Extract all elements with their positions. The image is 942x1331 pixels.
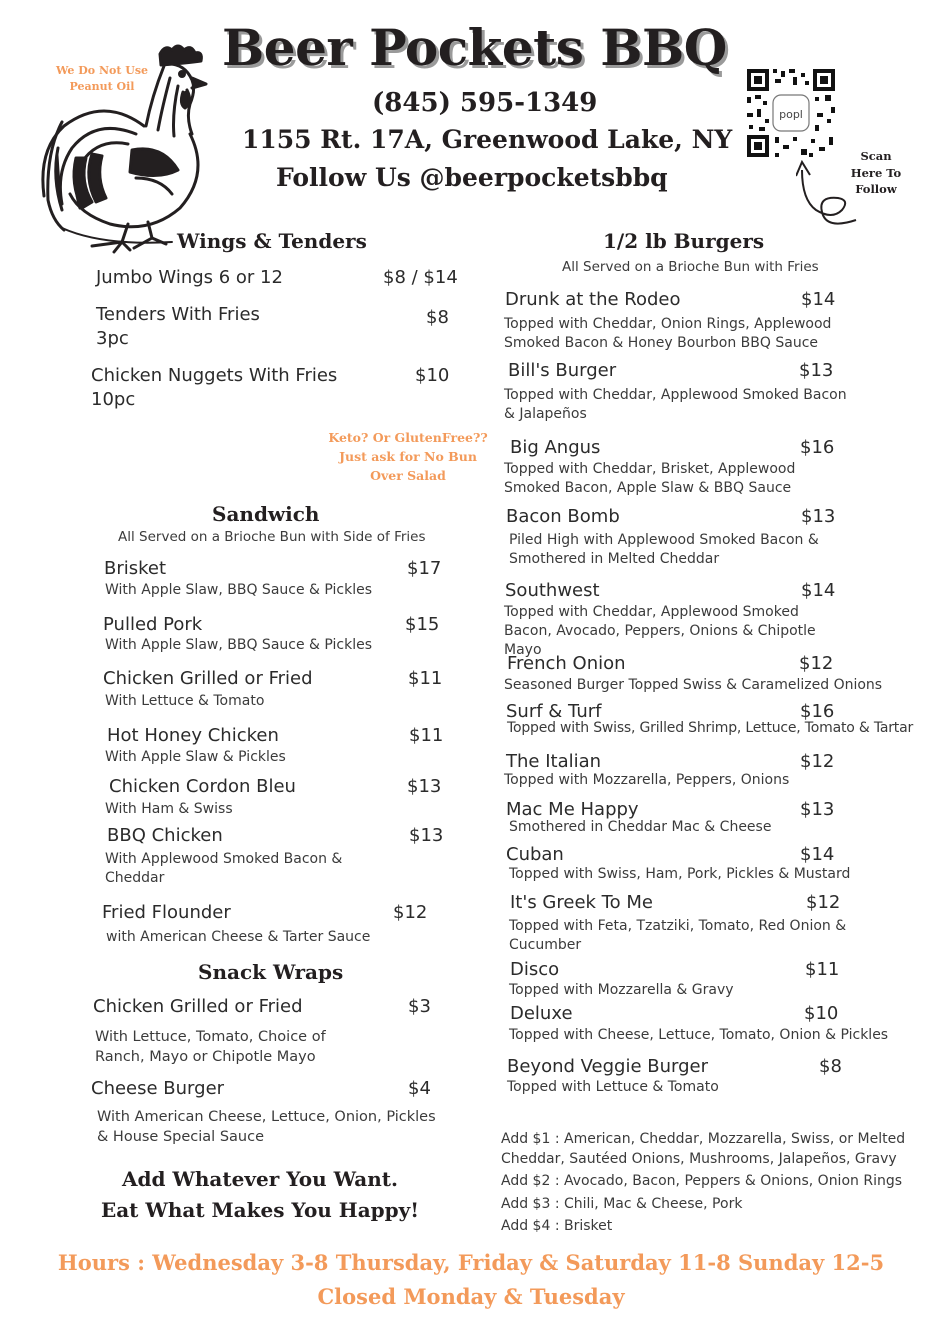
menu-item-price: $12 (806, 892, 841, 913)
menu-item-name: BBQ Chicken (107, 825, 223, 846)
keto-note: Keto? Or GlutenFree?? Just ask for No Bun Over Salad (328, 430, 488, 483)
menu-item-name: Cheese Burger (91, 1078, 225, 1099)
menu-item-name: Jumbo Wings 6 or 12 (96, 267, 283, 288)
menu-item-price: $15 (405, 614, 440, 635)
menu-item-name: Brisket (104, 558, 167, 579)
menu-item-name: Bill's Burger (508, 360, 617, 381)
menu-item-name: Hot Honey Chicken (107, 725, 279, 746)
menu-item-desc: Topped with Lettuce & Tomato (507, 1079, 719, 1095)
tagline-line-1: Add Whatever You Want. (121, 1167, 399, 1191)
menu-item-name: French Onion (507, 653, 626, 674)
menu-item-desc: With Apple Slaw, BBQ Sauce & Pickles (105, 637, 373, 653)
addon-line: Add $1 : American, Cheddar, Mozzarella, Swiss, or Melted (501, 1131, 906, 1147)
menu-item-name: Tenders With Fries (96, 304, 260, 325)
menu-item-price: $10 (415, 365, 450, 386)
menu-item-desc: With American Cheese, Lettuce, Onion, Pickles & House Special Sauce (97, 1109, 436, 1145)
menu-item-desc: Seasoned Burger Topped Swiss & Caramelized Onions (504, 677, 883, 693)
restaurant-title: Beer Pockets BBQ (222, 18, 727, 77)
menu-item-desc: Topped with Mozzarella, Peppers, Onions (504, 772, 790, 788)
hours-line-1: Hours : Wednesday 3-8 Thursday, Friday & Saturday 11-8 Sunday 12-5 (57, 1250, 885, 1275)
menu-item-price: $16 (800, 437, 835, 458)
addons-list (501, 1130, 905, 1237)
menu-item-price: $13 (800, 799, 835, 820)
menu-item-name: It's Greek To Me (510, 892, 653, 913)
menu-item-price: $4 (408, 1078, 431, 1099)
menu-item-name: Pulled Pork (103, 614, 203, 635)
menu-item-price: $12 (799, 653, 834, 674)
menu-item-price: $11 (409, 725, 444, 746)
social-handle: Follow Us @beerpocketsbbq (276, 163, 668, 192)
menu-item-price: $12 (800, 751, 835, 772)
menu-item-desc: Topped with Swiss, Ham, Pork, Pickles & Mustard (509, 866, 851, 882)
qr-label: popl (779, 108, 803, 121)
menu-item-price: $11 (805, 959, 840, 980)
menu-item-desc: With Apple Slaw & Pickles (105, 749, 286, 765)
menu-item-desc: Topped with Cheese, Lettuce, Tomato, Onion & Pickles (509, 1027, 889, 1043)
menu-item-name: Cuban (506, 844, 564, 865)
menu-item-price: $8 / $14 (383, 267, 458, 288)
menu-item-desc: Topped with Cheddar, Applewood Smoked Bacon, Avocado, Peppers, Onions & Chipotle Mayo (504, 604, 816, 658)
menu-item-desc: Topped with Cheddar, Onion Rings, Applewood Smoked Bacon & Honey Bourbon BBQ Sauce (504, 316, 832, 351)
menu-item-portion: 3pc (96, 328, 129, 349)
menu-item-desc: With Lettuce, Tomato, Choice of Ranch, Mayo or Chipotle Mayo (95, 1029, 326, 1065)
menu-item-desc: Topped with Cheddar, Applewood Smoked Bacon & Jalapeños (504, 387, 847, 422)
menu-item-name: Deluxe (510, 1003, 573, 1024)
rooster-icon (32, 38, 217, 256)
menu-item-desc: Topped with Swiss, Grilled Shrimp, Lettuce, Tomato & Tartar (507, 720, 914, 736)
tagline-line-2: Eat What Makes You Happy! (100, 1198, 420, 1222)
menu-item-desc: With Ham & Swiss (105, 801, 233, 817)
menu-item-price: $8 (426, 307, 449, 328)
addon-line: Add $4 : Brisket (501, 1218, 613, 1234)
menu-item-price: $12 (393, 902, 428, 923)
hours-line-2: Closed Monday & Tuesday (317, 1284, 625, 1309)
snack-wraps-heading: Snack Wraps (198, 960, 344, 984)
menu-item-price: $14 (800, 844, 835, 865)
menu-item-price: $13 (799, 360, 834, 381)
addon-line: Add $2 : Avocado, Bacon, Peppers & Onions, Onion Rings (501, 1173, 903, 1189)
peanut-oil-note: We Do Not Use Peanut Oil (55, 64, 149, 93)
menu-item-name: The Italian (506, 751, 602, 772)
menu-item-price: $14 (801, 289, 836, 310)
menu-item-name: Chicken Grilled or Fried (93, 996, 303, 1017)
menu-item-name: Big Angus (510, 437, 601, 458)
menu-item-price: $13 (409, 825, 444, 846)
menu-item-name: Bacon Bomb (506, 506, 620, 527)
menu-item-price: $17 (407, 558, 442, 579)
sandwich-subtitle: All Served on a Brioche Bun with Side of Fries (118, 529, 426, 545)
menu-item-name: Surf & Turf (506, 701, 602, 722)
addon-line: Cheddar, Sautéed Onions, Mushrooms, Jalapeños, Gravy (501, 1150, 897, 1167)
menu-item-price: $10 (804, 1003, 839, 1024)
menu-item-portion: 10pc (91, 389, 136, 410)
menu-item-price: $8 (819, 1056, 842, 1077)
burgers-heading: 1/2 lb Burgers (603, 229, 765, 253)
menu-item-name: Drunk at the Rodeo (505, 289, 681, 310)
menu-item-name: Beyond Veggie Burger (507, 1056, 709, 1077)
addon-line: Add $3 : Chili, Mac & Cheese, Pork (501, 1195, 743, 1212)
menu-item-desc: Smothered in Cheddar Mac & Cheese (509, 819, 772, 835)
menu-item-price: $16 (800, 701, 835, 722)
menu-item-name: Disco (510, 959, 560, 980)
menu-item-price: $14 (801, 580, 836, 601)
menu-item-desc: Topped with Cheddar, Brisket, Applewood Smoked Bacon, Apple Slaw & BBQ Sauce (504, 461, 796, 496)
menu-item-desc: Topped with Feta, Tzatziki, Tomato, Red Onion & Cucumber (509, 918, 847, 953)
menu-item-price: $13 (801, 506, 836, 527)
menu-item-desc: with American Cheese & Tarter Sauce (106, 929, 371, 945)
qr-code-icon[interactable] (745, 67, 837, 159)
scan-here-note: Scan Here To Follow (850, 149, 902, 196)
menu-item-desc: With Apple Slaw, BBQ Sauce & Pickles (105, 582, 373, 598)
menu-item-desc: Piled High with Applewood Smoked Bacon & Smothered in Melted Cheddar (509, 532, 819, 567)
menu-item-name: Southwest (505, 580, 600, 601)
menu-item-name: Chicken Cordon Bleu (109, 776, 296, 797)
menu-item-name: Mac Me Happy (506, 799, 639, 820)
burgers-subtitle: All Served on a Brioche Bun with Fries (562, 259, 819, 275)
menu-item-name: Fried Flounder (102, 902, 231, 923)
menu-item-price: $3 (408, 996, 431, 1017)
menu-item-desc: Topped with Mozzarella & Gravy (509, 982, 734, 998)
menu-item-name: Chicken Grilled or Fried (103, 668, 313, 689)
wings-heading: Wings & Tenders (177, 229, 367, 253)
menu-item-price: $13 (407, 776, 442, 797)
phone-number: (845) 595-1349 (372, 88, 598, 118)
menu-item-price: $11 (408, 668, 443, 689)
address: 1155 Rt. 17A, Greenwood Lake, NY (242, 125, 733, 154)
menu-item-desc: With Lettuce & Tomato (105, 693, 265, 709)
menu-item-name: Chicken Nuggets With Fries (91, 365, 338, 386)
sandwich-heading: Sandwich (212, 502, 320, 526)
menu-item-desc: With Applewood Smoked Bacon & Cheddar (105, 851, 343, 886)
